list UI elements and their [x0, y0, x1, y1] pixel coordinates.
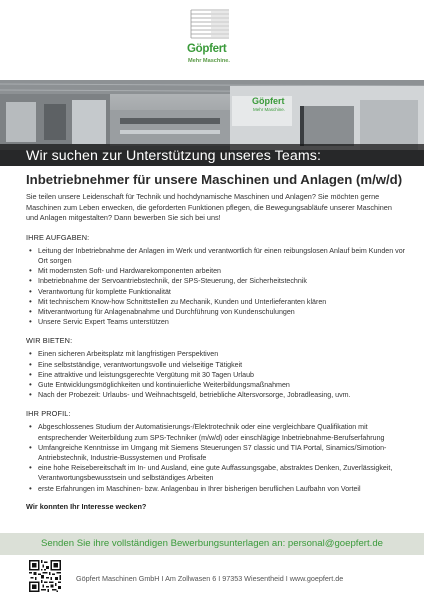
contact-email-link[interactable]: personal@goepfert.de	[287, 538, 384, 549]
list-item: • Nach der Probezeit: Urlaubs- und Weihnachtsgeld, betriebliche Altersvorsorge, Jobradleasing, uvm.	[26, 390, 406, 400]
hero-machine-photo	[0, 80, 424, 166]
list-item: • eine hohe Reisebereitschaft im In- und Ausland, eine gute Auffassungsgabe, abstraktes Denken, Zuverlässigkeit, Verantwortungsbewusstsein und selbständiges Arbeiten	[26, 463, 406, 483]
contact-bar	[0, 533, 424, 555]
list-item: • Umfangreiche Kenntnisse im Umgang mit Siemens Steuerungen S7 classic und TIA Portal, Sinamics/Simotion-Antriebstechnik, Industrie-Bussystemen und Profisafe	[26, 443, 406, 463]
list-item: • erste Erfahrungen im Maschinen- bzw. Anlagenbau in Ihrer bisherigen beruflichen Laufbahn von Vorteil	[26, 484, 406, 494]
list-item: • Eine attraktive und leistungsgerechte Vergütung mit 30 Tagen Urlaub	[26, 370, 406, 380]
profile-heading: IHR PROFIL:	[26, 409, 71, 419]
job-intro: Sie teilen unsere Leidenschaft für Technik und hochdynamische Maschinen und Anlagen? Sie möchten gerne Maschinen zum Leben erwecken, die geforderten Funktionen pflegen, die Bewegungsabläufe unserer Maschinen und Anlagen mitgestalten? Dann bewerben Sie sich bei uns!	[26, 192, 392, 223]
list-item: • Abgeschlossenes Studium der Automatisierungs-/Elektrotechnik oder eine vergleichbare Qualifikation mit entsprechender Weiterbildung zum SPS-Techniker (m/w/d) oder einschlägige Inbetriebnahme-Berufserfahrung	[26, 422, 406, 442]
contact-text: Senden Sie ihre vollständigen Bewerbungsunterlagen an:	[40, 538, 286, 549]
list-item: • Mitverantwortung für Anlagenabnahme und Durchführung von Kundenschulungen	[26, 307, 406, 317]
machine-logo: Göpfert	[252, 96, 285, 106]
tasks-heading: IHRE AUFGABEN:	[26, 232, 90, 242]
list-item: • Einen sicheren Arbeitsplatz mit langfristigen Perspektiven	[26, 349, 406, 359]
list-item: • Inbetriebnahme der Servoantriebstechnik, der SPS-Steuerung, der Sicherheitstechnik	[26, 276, 406, 286]
list-item: • Mit modernsten Soft- und Hardwarekomponenten arbeiten	[26, 266, 406, 276]
blinds-logo-icon	[189, 8, 233, 40]
list-item: • Verantwortung für komplette Funktionalität	[26, 287, 406, 297]
offer-heading: WIR BIETEN:	[26, 336, 73, 346]
list-item: • Unsere Servic Expert Teams unterstützen	[26, 317, 406, 327]
contact-line	[0, 538, 424, 549]
closing-question: Wir konnten Ihr Interesse wecken?	[26, 501, 147, 511]
company-logo-name: Göpfert	[187, 43, 227, 55]
footer	[0, 558, 424, 600]
job-title: Inbetriebnehmer für unsere Maschinen und Anlagen (m/w/d)	[26, 172, 403, 187]
list-item: • Gute Entwicklungsmöglichkeiten und kontinuierliche Weiterbildungsmaßnahmen	[26, 380, 406, 390]
list-item: • Eine selbstständige, verantwortungsvolle und vielseitige Tätigkeit	[26, 360, 406, 370]
offer-list	[26, 349, 406, 400]
footer-address: Göpfert Maschinen GmbH I Am Zollwasen 6 I 97353 Wiesentheid I www.goepfert.de	[76, 574, 344, 583]
hero-headline: Wir suchen zur Unterstützung unseres Teams:	[26, 148, 322, 164]
machine-tagline: Mehr Maschine.	[253, 107, 286, 112]
logo-header	[0, 0, 424, 80]
company-tagline: Mehr Maschine.	[188, 58, 230, 64]
list-item: • Leitung der Inbetriebnahme der Anlagen im Werk und verantwortlich für einen reibungslosen Anlauf beim Kunden vor Ort sorgen	[26, 246, 406, 266]
tasks-list	[26, 246, 406, 328]
list-item: • Mit technischem Know-how Schnittstellen zu Mechanik, Kunden und Unterlieferanten klären	[26, 297, 406, 307]
hero-banner	[0, 144, 424, 166]
qr-code-icon[interactable]	[29, 560, 61, 592]
job-content	[26, 168, 406, 511]
profile-list	[26, 422, 406, 493]
